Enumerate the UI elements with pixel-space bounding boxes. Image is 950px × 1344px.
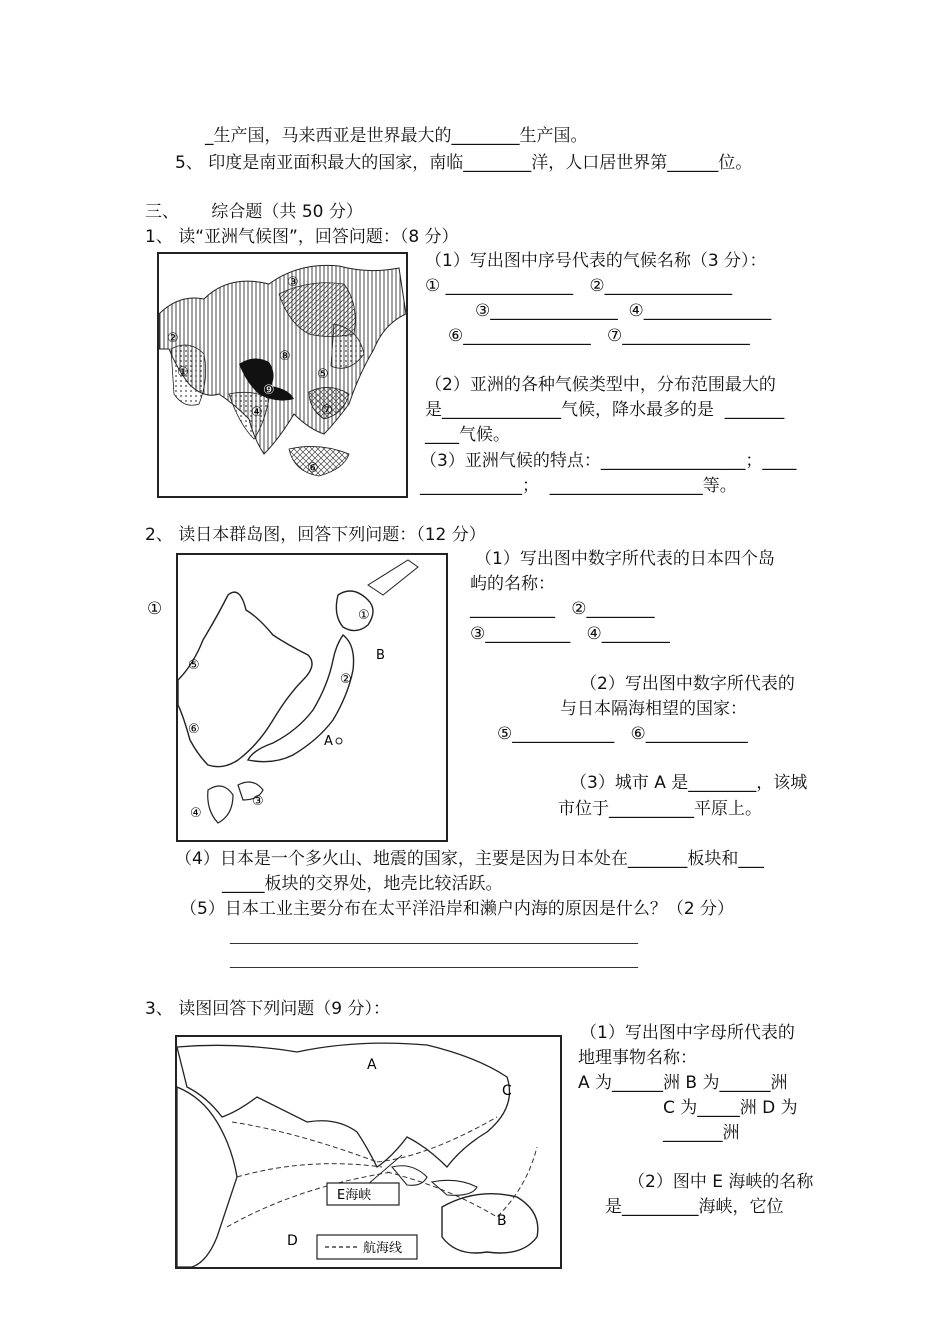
strait-e-label: E海峡 [337,1188,372,1203]
q2-part5: （5）日本工业主要分布在太平洋沿岸和濑户内海的原因是什么？（2 分） [180,899,735,919]
text-line-1: _生产国，马来西亚是世界最大的________生产国。 [205,126,588,146]
q2-part4-b: _____板块的交界处，地壳比较活跃。 [222,874,503,894]
q2-part1-b: 屿的名称： [470,574,555,594]
q3-part1-d: C 为_____洲 D 为 [663,1098,798,1118]
climate-mark-5: ⑤ [317,367,329,382]
point-b: B [376,648,385,663]
q2-answer-line-1: ____________________________________________________________________ [230,930,638,944]
q2-part3-b: 市位于__________平原上。 [558,799,762,819]
q2-part1-a: （1）写出图中数字所代表的日本四个岛 [475,549,775,569]
legend-shipping-route: 航海线 [363,1241,403,1256]
q2-title: 2、 读日本群岛图，回答下列问题：（12 分） [145,525,486,545]
q2-part1-blanks-a: __________ ②________ [470,599,655,619]
q1-part2-c: ____气候。 [425,425,510,445]
climate-mark-6: ⑥ [307,461,319,476]
q1-part1-blanks-a: ① _______________ ②_______________ [425,276,733,296]
climate-mark-7: ⑦ [321,403,333,418]
asia-climate-map [157,252,408,498]
japan-mark-5: ⑤ [188,658,200,673]
q1-part2-a: （2）亚洲的各种气候类型中，分布范围最大的 [425,375,776,395]
q3-part1-a: （1）写出图中字母所代表的 [580,1023,795,1043]
q2-part3-a: （3）城市 A 是________，该城 [570,773,808,793]
q1-title: 1、 读“亚洲气候图”，回答问题：（8 分） [145,227,459,247]
japan-mark-1: ① [358,608,370,623]
japan-mark-6: ⑥ [188,722,200,737]
q2-part2-a: （2）写出图中数字所代表的 [580,674,795,694]
letter-b: B [497,1213,507,1229]
q3-part1-c: A 为______洲 B 为______洲 [578,1073,788,1093]
japan-islands-map [176,553,448,842]
q1-part1-blanks-b: ③_______________ ④_______________ [475,301,772,321]
q1-part3-b: ____________； __________________等。 [420,476,737,496]
q3-part1-b: 地理事物名称： [578,1048,697,1068]
q1-part1: （1）写出图中序号代表的气候名称（3 分）： [425,251,767,271]
q2-part4-a: （4）日本是一个多火山、地震的国家，主要是因为日本处在_______板块和___ [175,849,764,869]
climate-mark-1: ① [177,365,189,380]
text-line-5: 5、 印度是南亚面积最大的国家，南临________洋，人口居世界第______位。 [175,153,753,173]
climate-mark-2: ② [167,331,179,346]
city-a: A [324,734,333,749]
q2-part2-blanks: ⑤____________ ⑥____________ [497,724,748,744]
q1-part2-b: 是______________气候，降水最多的是 _______ [425,400,785,420]
japan-mark-4: ④ [190,806,202,821]
q1-part3-a: （3）亚洲气候的特点：_________________；____ [420,451,797,471]
letter-a: A [367,1057,377,1073]
letter-c: C [502,1083,512,1099]
climate-mark-8: ⑧ [279,349,291,364]
indian-ocean-map [175,1035,562,1269]
climate-mark-4: ④ [251,405,263,420]
q3-part2-a: （2）图中 E 海峡的名称 [628,1172,814,1192]
climate-mark-3: ③ [287,275,299,290]
section-heading: 三、 综合题（共 50 分） [145,202,363,222]
q3-part2-b: 是_________海峡，它位 [605,1197,784,1217]
q3-title: 3、 读图回答下列问题（9 分）： [145,999,390,1019]
japan-mark-3: ③ [252,794,264,809]
japan-mark-2: ② [340,672,352,687]
q2-answer-line-2: ____________________________________________________________________ [230,954,638,968]
q3-part1-e: _______洲 [663,1123,740,1143]
letter-d: D [287,1233,298,1249]
q2-part1-blanks-b: ③__________ ④________ [470,624,670,644]
climate-mark-9: ⑨ [263,383,275,398]
q2-left-mark: ① [147,599,163,619]
q1-part1-blanks-c: ⑥_______________ ⑦_______________ [448,326,750,346]
q2-part2-b: 与日本隔海相望的国家： [560,699,747,719]
